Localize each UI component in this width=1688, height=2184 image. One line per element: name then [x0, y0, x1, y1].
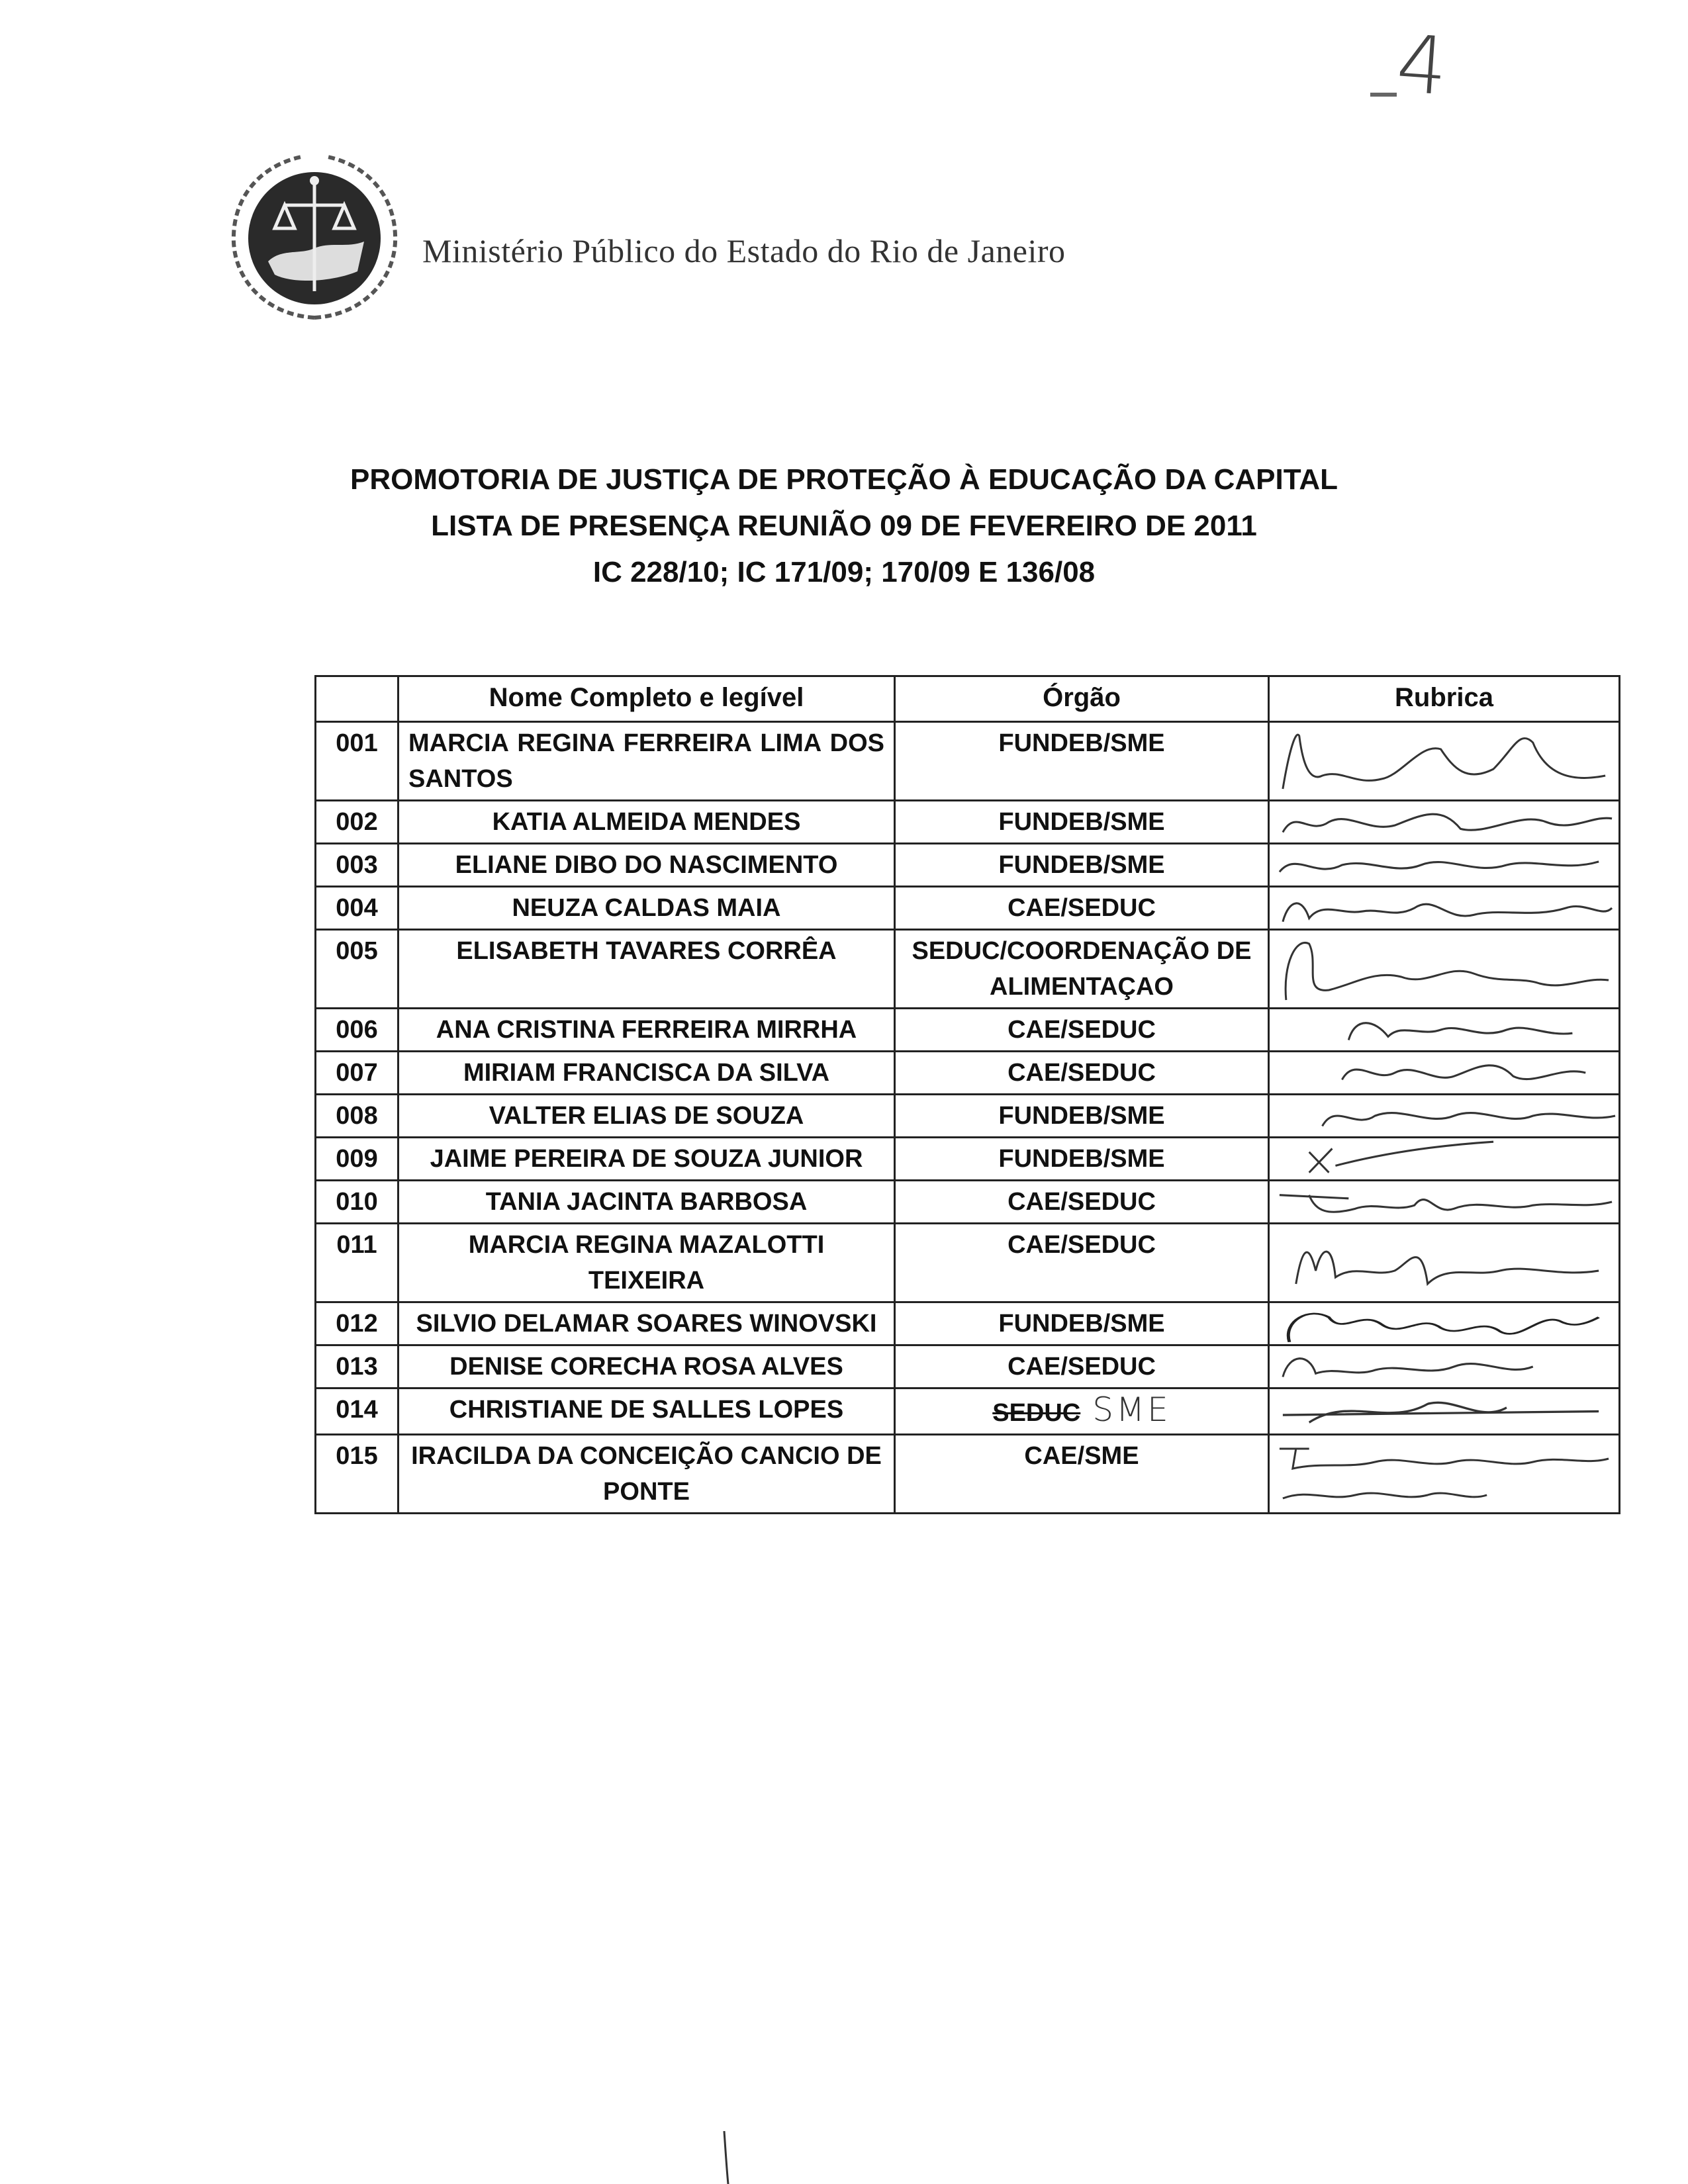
table-row [316, 1095, 1620, 1138]
table-row [316, 1052, 1620, 1095]
row-name: MIRIAM FRANCISCA DA SILVA [399, 1052, 895, 1095]
header-organ: Órgão [895, 676, 1269, 722]
table-header-row [316, 676, 1620, 722]
row-organ: CAE/SEDUC [895, 1052, 1269, 1095]
row-name: ELISABETH TAVARES CORRÊA [399, 930, 895, 1009]
row-signature [1269, 1345, 1620, 1388]
row-organ: FUNDEB/SME [895, 1138, 1269, 1181]
row-name: DENISE CORECHA ROSA ALVES [399, 1345, 895, 1388]
row-number: 013 [316, 1345, 399, 1388]
row-organ: CAE/SEDUC [895, 1181, 1269, 1224]
row-name: KATIA ALMEIDA MENDES [399, 801, 895, 844]
row-name: SILVIO DELAMAR SOARES WINOVSKI [399, 1302, 895, 1345]
handwritten-signature [1270, 887, 1618, 929]
row-number: 011 [316, 1224, 399, 1302]
row-organ: FUNDEB/SME [895, 1095, 1269, 1138]
row-signature [1269, 844, 1620, 887]
row-organ: FUNDEB/SME [895, 801, 1269, 844]
header-name: Nome Completo e legível [399, 676, 895, 722]
row-organ: FUNDEB/SME [895, 1302, 1269, 1345]
row-name: IRACILDA DA CONCEIÇÃO CANCIO DE PONTE [399, 1435, 895, 1514]
row-signature [1269, 1052, 1620, 1095]
row-name: MARCIA REGINA FERREIRA LIMA DOS SANTOS [399, 722, 895, 801]
table-row [316, 1009, 1620, 1052]
handwritten-signature [1270, 1435, 1618, 1512]
row-number: 001 [316, 722, 399, 801]
handwritten-signature [1270, 1138, 1618, 1179]
row-name: ELIANE DIBO DO NASCIMENTO [399, 844, 895, 887]
table-row [316, 1181, 1620, 1224]
table-row [316, 1302, 1620, 1345]
table-row [316, 1435, 1620, 1514]
row-signature [1269, 722, 1620, 801]
document-titles [0, 457, 1688, 596]
row-organ: FUNDEB/SME [895, 722, 1269, 801]
handwritten-signature [1270, 1346, 1618, 1387]
row-signature [1269, 1181, 1620, 1224]
row-number: 006 [316, 1009, 399, 1052]
header-number [316, 676, 399, 722]
row-number: 007 [316, 1052, 399, 1095]
table-row [316, 1138, 1620, 1181]
handwritten-signature [1270, 1224, 1618, 1301]
table-row [316, 930, 1620, 1009]
row-number: 004 [316, 887, 399, 930]
organ-struck: SEDUC [992, 1399, 1081, 1427]
organ-correction-handwritten: SME [1092, 1390, 1171, 1429]
handwritten-signature [1270, 723, 1618, 799]
row-number: 012 [316, 1302, 399, 1345]
row-organ: CAE/SEDUC [895, 887, 1269, 930]
handwritten-signature [1270, 844, 1618, 886]
header-signature: Rubrica [1269, 676, 1620, 722]
row-number: 014 [316, 1388, 399, 1435]
row-signature [1269, 1095, 1620, 1138]
row-organ: CAE/SME [895, 1435, 1269, 1514]
table-row [316, 1345, 1620, 1388]
row-signature [1269, 1388, 1620, 1435]
handwritten-signature [1270, 931, 1618, 1007]
table-row [316, 801, 1620, 844]
table-row [316, 1224, 1620, 1302]
row-number: 005 [316, 930, 399, 1009]
row-organ: CAE/SEDUC [895, 1224, 1269, 1302]
institution-seal-icon [222, 149, 407, 328]
row-name: MARCIA REGINA MAZALOTTI TEIXEIRA [399, 1224, 895, 1302]
handwritten-signature [1270, 1009, 1618, 1050]
row-signature [1269, 1138, 1620, 1181]
handwritten-signature [1270, 1303, 1618, 1344]
row-signature [1269, 1435, 1620, 1514]
row-signature [1269, 1302, 1620, 1345]
attendance-table [314, 675, 1620, 1514]
row-signature [1269, 1224, 1620, 1302]
table-row [316, 844, 1620, 887]
handwritten-signature [1270, 801, 1618, 842]
row-organ [895, 1388, 1269, 1435]
handwritten-signature [1270, 1095, 1618, 1136]
row-signature [1269, 801, 1620, 844]
row-number: 008 [316, 1095, 399, 1138]
title-line-2: LISTA DE PRESENÇA REUNIÃO 09 DE FEVEREIRO DE 2011 [431, 510, 1257, 542]
table-row [316, 722, 1620, 801]
handwritten-signature [1270, 1181, 1618, 1222]
institution-name: Ministério Público do Estado do Rio de Janeiro [422, 232, 1066, 269]
row-name: ANA CRISTINA FERREIRA MIRRHA [399, 1009, 895, 1052]
row-organ: CAE/SEDUC [895, 1345, 1269, 1388]
title-line-3: IC 228/10; IC 171/09; 170/09 E 136/08 [592, 556, 1096, 588]
row-name: NEUZA CALDAS MAIA [399, 887, 895, 930]
row-number: 003 [316, 844, 399, 887]
row-number: 002 [316, 801, 399, 844]
row-signature [1269, 930, 1620, 1009]
row-number: 009 [316, 1138, 399, 1181]
page-number-handwritten: 4 [1393, 18, 1451, 114]
title-line-1: PROMOTORIA DE JUSTIÇA DE PROTEÇÃO À EDUCAÇÃO DA CAPITAL [350, 463, 1338, 496]
table-row [316, 1388, 1620, 1435]
row-name: TANIA JACINTA BARBOSA [399, 1181, 895, 1224]
row-number: 010 [316, 1181, 399, 1224]
row-number: 015 [316, 1435, 399, 1514]
handwritten-mark [722, 2131, 733, 2184]
row-signature [1269, 1009, 1620, 1052]
row-name: VALTER ELIAS DE SOUZA [399, 1095, 895, 1138]
row-organ: SEDUC/COORDENAÇÃO DE ALIMENTAÇAO [895, 930, 1269, 1009]
handwritten-signature [1270, 1389, 1618, 1433]
handwritten-signature [1270, 1052, 1618, 1093]
row-organ: CAE/SEDUC [895, 1009, 1269, 1052]
row-name: JAIME PEREIRA DE SOUZA JUNIOR [399, 1138, 895, 1181]
row-signature [1269, 887, 1620, 930]
page-mark-dash [1370, 93, 1397, 97]
row-organ: FUNDEB/SME [895, 844, 1269, 887]
row-name: CHRISTIANE DE SALLES LOPES [399, 1388, 895, 1435]
table-row [316, 887, 1620, 930]
